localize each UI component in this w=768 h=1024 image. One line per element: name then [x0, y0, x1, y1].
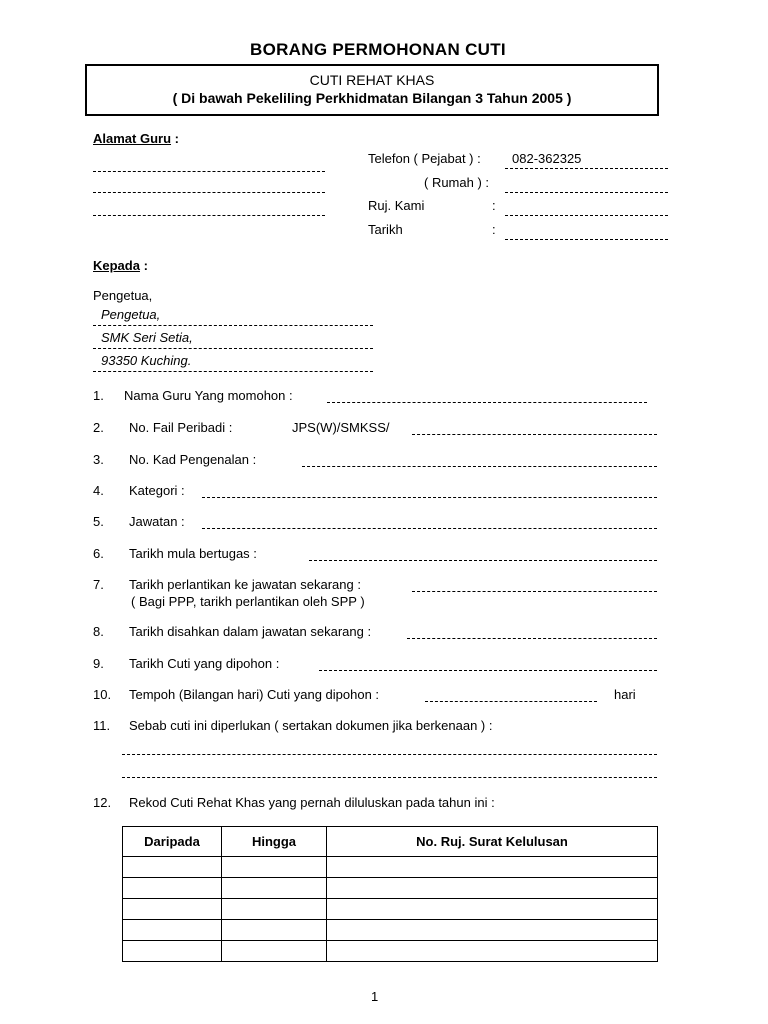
phone-home-label: ( Rumah ) :	[424, 175, 490, 190]
item-label: Kategori :	[129, 483, 185, 498]
item-label: No. Kad Pengenalan :	[129, 452, 257, 467]
header-box	[85, 64, 659, 116]
item-number: 12.	[93, 795, 112, 810]
to-line-1: Pengetua,	[101, 307, 161, 322]
item-label: Tarikh mula bertugas :	[129, 546, 257, 561]
field-line[interactable]	[327, 402, 647, 403]
date-line[interactable]	[505, 239, 668, 240]
table-cell[interactable]	[222, 920, 327, 941]
field-line[interactable]	[425, 701, 597, 702]
item-label: No. Fail Peribadi :	[129, 420, 233, 435]
item-label: Tempoh (Bilangan hari) Cuti yang dipohon :	[129, 687, 380, 702]
col-header-from: Daripada	[123, 827, 222, 857]
table-cell[interactable]	[222, 941, 327, 962]
table-cell[interactable]	[123, 899, 222, 920]
table-cell[interactable]	[327, 899, 658, 920]
item-label: Tarikh disahkan dalam jawatan sekarang :	[129, 624, 372, 639]
table-header-row	[123, 827, 658, 857]
to-principal: Pengetua,	[93, 288, 153, 303]
item-label: Rekod Cuti Rehat Khas yang pernah diluluskan pada tahun ini :	[129, 795, 495, 810]
table-cell[interactable]	[123, 878, 222, 899]
item-number: 8.	[93, 624, 104, 639]
col-header-ref: No. Ruj. Surat Kelulusan	[327, 827, 658, 857]
table-row	[123, 941, 658, 962]
to-line-1-rule	[93, 325, 373, 326]
ref-line[interactable]	[505, 215, 668, 216]
item-label: Tarikh perlantikan ke jawatan sekarang :	[129, 577, 361, 592]
table-cell[interactable]	[222, 857, 327, 878]
item-number: 1.	[93, 388, 104, 403]
table-row	[123, 899, 658, 920]
item-label: Tarikh Cuti yang dipohon :	[129, 656, 280, 671]
item-number: 4.	[93, 483, 104, 498]
date-colon: :	[492, 222, 496, 237]
field-line[interactable]	[122, 777, 657, 778]
phone-office-label: Telefon ( Pejabat ) :	[368, 151, 481, 166]
to-line-2: SMK Seri Setia,	[101, 330, 193, 345]
item-note: ( Bagi PPP, tarikh perlantikan oleh SPP )	[131, 594, 365, 609]
to-line-2-rule	[93, 348, 373, 349]
table-row	[123, 857, 658, 878]
table-cell[interactable]	[123, 941, 222, 962]
phone-office-value: 082-362325	[512, 151, 582, 166]
address-line-1[interactable]	[93, 171, 325, 172]
header-line-2: ( Di bawah Pekeliling Perkhidmatan Bilangan 3 Tahun 2005 )	[172, 90, 572, 106]
leave-record-table	[122, 826, 658, 962]
table-cell[interactable]	[327, 857, 658, 878]
page-number: 1	[371, 989, 379, 1004]
item-number: 11.	[93, 718, 111, 733]
item-label: Sebab cuti ini diperlukan ( sertakan dokumen jika berkenaan ) :	[129, 718, 493, 733]
item-label: Jawatan :	[129, 514, 185, 529]
table-cell[interactable]	[327, 941, 658, 962]
table-cell[interactable]	[222, 899, 327, 920]
item-number: 3.	[93, 452, 104, 467]
address-line-3[interactable]	[93, 215, 325, 216]
col-header-to: Hingga	[222, 827, 327, 857]
field-line[interactable]	[302, 466, 657, 467]
ref-label: Ruj. Kami	[368, 198, 425, 213]
to-label: Kepada :	[93, 258, 148, 273]
ref-colon: :	[492, 198, 496, 213]
to-line-3-rule	[93, 371, 373, 372]
header-line-1: CUTI REHAT KHAS	[309, 72, 435, 88]
item-number: 5.	[93, 514, 104, 529]
table-cell[interactable]	[327, 920, 658, 941]
table-cell[interactable]	[123, 920, 222, 941]
item-number: 6.	[93, 546, 104, 561]
table-cell[interactable]	[222, 878, 327, 899]
field-line[interactable]	[122, 754, 657, 755]
field-line[interactable]	[309, 560, 657, 561]
field-line[interactable]	[407, 638, 657, 639]
page-title: BORANG PERMOHONAN CUTI	[250, 40, 506, 59]
table-cell[interactable]	[327, 878, 658, 899]
table-row	[123, 920, 658, 941]
field-line[interactable]	[412, 591, 657, 592]
address-line-2[interactable]	[93, 192, 325, 193]
table-row	[123, 878, 658, 899]
field-line[interactable]	[412, 434, 657, 435]
item-number: 9.	[93, 656, 104, 671]
date-label: Tarikh	[368, 222, 403, 237]
phone-office-line[interactable]	[505, 168, 668, 169]
item-number: 10.	[93, 687, 112, 702]
item-label: Nama Guru Yang momohon :	[124, 388, 293, 403]
address-label: Alamat Guru :	[93, 131, 179, 146]
phone-home-line[interactable]	[505, 192, 668, 193]
field-line[interactable]	[202, 497, 657, 498]
field-line[interactable]	[319, 670, 657, 671]
to-line-3: 93350 Kuching.	[101, 353, 192, 368]
field-line[interactable]	[202, 528, 657, 529]
item-number: 7.	[93, 577, 104, 592]
table-cell[interactable]	[123, 857, 222, 878]
file-prefix: JPS(W)/SMKSS/	[292, 420, 390, 435]
item-number: 2.	[93, 420, 104, 435]
days-suffix: hari	[614, 687, 636, 702]
